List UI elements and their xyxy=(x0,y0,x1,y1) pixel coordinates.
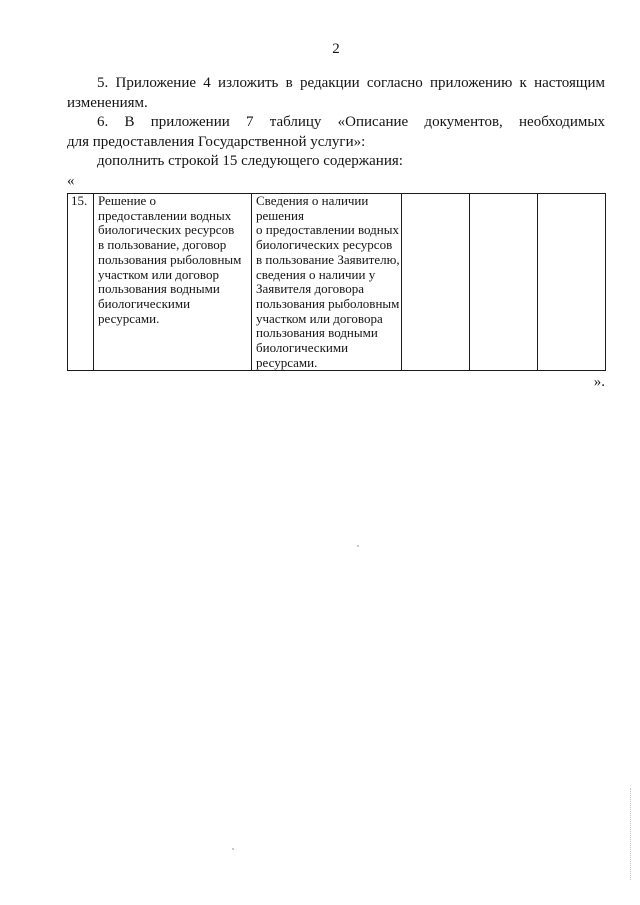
paragraph-line: для предоставления Государственной услуги»: xyxy=(67,133,366,150)
cell-text-line: ресурсами. xyxy=(256,354,318,370)
cell-text-line: участком или договор xyxy=(98,266,219,282)
body-text xyxy=(67,74,605,192)
cell-text-line: решения xyxy=(256,207,304,223)
paragraph-item-6 xyxy=(67,113,605,152)
cell-text-line: предоставлении водных xyxy=(98,207,232,223)
cell-text-line: о предоставлении водных xyxy=(256,222,399,238)
closing-quote: ». xyxy=(593,374,605,390)
paragraph-line: дополнить строкой 15 следующего содержания: xyxy=(97,153,403,170)
cell-text-line: сведения о наличии у xyxy=(256,266,376,282)
paragraph-line: 6. В приложении 7 таблицу «Описание документов, необходимых xyxy=(97,114,605,131)
opening-quote: « xyxy=(67,172,75,189)
cell-text-line: пользования водными xyxy=(98,281,220,297)
cell-text-line: пользования рыболовным xyxy=(98,251,242,267)
paragraph-line: 5. Приложение 4 изложить в редакции согласно приложению к настоящим xyxy=(97,75,605,91)
cell-text-line: пользования водными xyxy=(256,325,378,341)
scan-speck xyxy=(232,848,234,850)
scan-edge-marks xyxy=(630,788,631,880)
cell-text-line: пользования рыболовным xyxy=(256,295,400,311)
cell-row-number xyxy=(68,194,94,371)
cell-document-info xyxy=(252,194,402,371)
cell-text-line: биологических ресурсов xyxy=(98,222,235,238)
cell-document-name xyxy=(94,194,252,371)
paragraph-add-row xyxy=(67,152,605,172)
scan-speck xyxy=(357,545,359,547)
cell-empty-4 xyxy=(402,194,470,371)
row-number: 15. xyxy=(71,193,88,208)
document-description-table xyxy=(67,193,606,371)
cell-text-line: в пользование Заявителю, xyxy=(256,251,400,267)
cell-text-line: Сведения о наличии xyxy=(256,193,369,208)
cell-text-line: биологическими xyxy=(256,340,349,356)
cell-text-line: ресурсами. xyxy=(98,310,160,326)
cell-text-line: Решение о xyxy=(98,193,157,208)
cell-text-line: биологических ресурсов xyxy=(256,237,393,253)
cell-text-line: биологическими xyxy=(98,295,191,311)
cell-empty-5 xyxy=(470,194,538,371)
cell-empty-6 xyxy=(538,194,606,371)
cell-text-line: в пользование, договор xyxy=(98,237,227,253)
paragraph-line: изменениям. xyxy=(67,94,148,111)
cell-text-line: участком или договора xyxy=(256,310,383,326)
page-number: 2 xyxy=(332,41,340,57)
table-row xyxy=(68,194,606,371)
paragraph-item-5 xyxy=(67,74,605,113)
cell-text-line: Заявителя договора xyxy=(256,281,364,297)
